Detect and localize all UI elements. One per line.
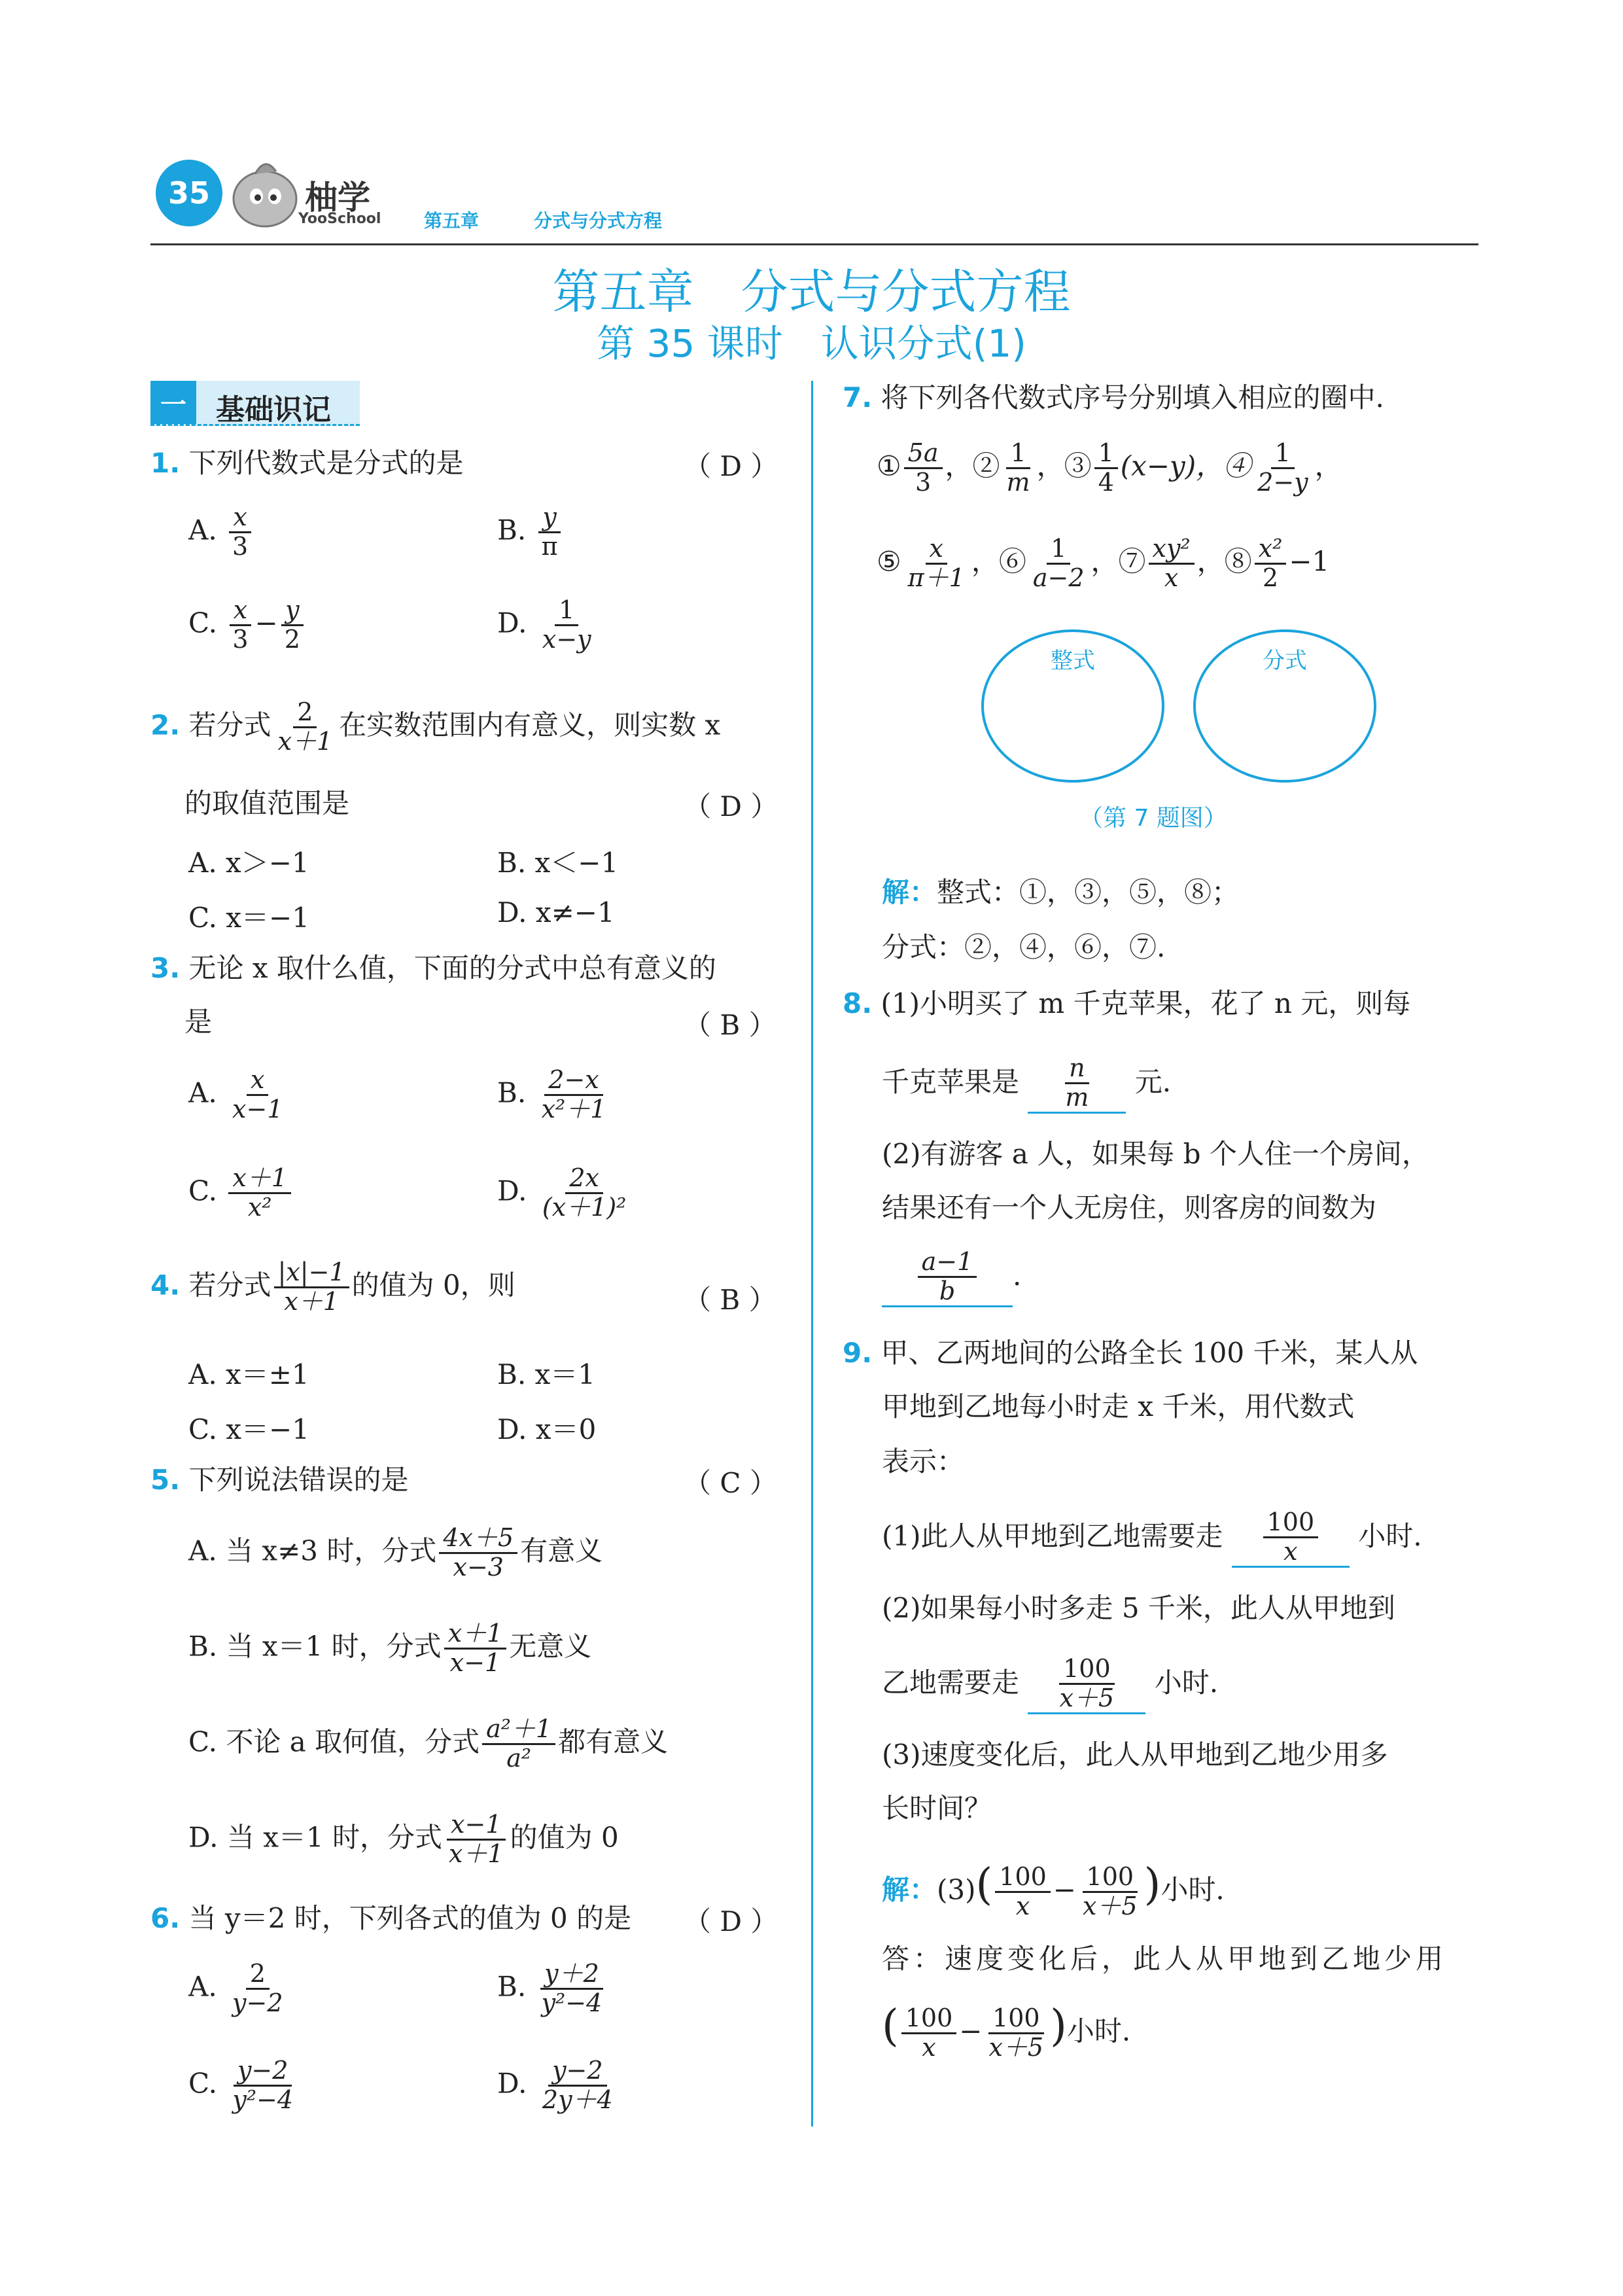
q4-option-d: D. x＝0 [497, 1413, 597, 1445]
q7-expressions-row2: ⑤ $\frac{x}{\pi+1}$ ，⑥ $\frac{1}{a-2}$ ，⑦ $\frac{\text{xy²}}{x}$ ，⑧ $\frac{\text{x²}}{2}$ −1 [877, 534, 1330, 592]
q7-circle-fraction-label: 分式 [1263, 648, 1307, 674]
q9-stem-line3: 表示： [882, 1445, 965, 1477]
q9-answer-line: 答：速度变化后，此人从甲地到乙地少用 [882, 1943, 1448, 1975]
q2-stem: 2. 若分式 $\frac{2}{x+1}$ 在实数范围内有意义，则实数 x [150, 698, 721, 756]
q6-option-d: D. $\frac{y-2}{2y+4}$ [497, 2056, 613, 2114]
q6-answer: （ D ） [684, 1905, 778, 1937]
q5-option-b: B. 当 x＝1 时，分式 $\frac{x+1}{x-1}$ 无意义 [188, 1619, 592, 1677]
q7-caption: （第 7 题图） [1079, 805, 1227, 832]
q1-option-b: B. $\frac{y}{\pi}$ [497, 504, 565, 561]
q1-option-c: C. $\frac{x}{3}$ − $\frac{y}{2}$ [188, 597, 307, 654]
q7-solution-line2: 分式：②，④，⑥，⑦. [882, 931, 1166, 963]
q5-stem: 5. 下列说法错误的是 [150, 1464, 409, 1496]
lesson-title: 第 35 课时 认识分式(1) [597, 321, 1026, 366]
q1-stem: 1. 下列代数式是分式的是 [150, 447, 464, 479]
q6-option-b: B. $\frac{y+2}{\text{y²−4}}$ [497, 1959, 602, 2017]
q8-part1-blank: 千克苹果是 $\frac{n}{m}$ 元. [882, 1055, 1171, 1114]
q7-circle-integral [981, 629, 1164, 783]
q3-option-a: A. $\frac{x}{x-1}$ [188, 1065, 283, 1123]
q1-option-d: D. $\frac{1}{x-y}$ [497, 595, 591, 654]
section-badge: 一 [150, 381, 196, 424]
q8-part1: 8. (1)小明买了 m 千克苹果，花了 n 元，则每 [843, 987, 1411, 1019]
q7-expressions-row1: ① $\frac{5a}{3}$ ，② $\frac{1}{m}$ ，③ $\frac{1}{4}$ (x−y)，④ $\frac{1}{2-y}$ ， [877, 438, 1342, 497]
logo-text: 柚学 [305, 179, 370, 217]
q5-answer: （ C ） [684, 1467, 777, 1499]
q9-part1: (1)此人从甲地到乙地需要走 $\frac{100}{x}$ 小时. [882, 1509, 1422, 1568]
q7-circle-integral-label: 整式 [1051, 648, 1095, 674]
q7-stem: 7. 将下列各代数式序号分别填入相应的圈中. [843, 381, 1384, 414]
q4-stem: 4. 若分式 $\frac{|x|-1}{x+1}$ 的值为 0，则 [150, 1258, 515, 1316]
q1-option-a: A. $\frac{x}{3}$ [188, 504, 254, 561]
q6-stem: 6. 当 y＝2 时，下列各式的值为 0 的是 [150, 1902, 632, 1934]
q3-option-c: C. $\frac{x+1}{\text{x²}}$ [188, 1165, 294, 1222]
section-label: 基础识记 [216, 393, 331, 427]
q3-stem: 3. 无论 x 取什么值，下面的分式中总有意义的 [150, 952, 716, 984]
q7-solution-line1: 解：整式：①，③，⑤，⑧； [882, 876, 1240, 908]
chapter-title: 第五章 分式与分式方程 [552, 264, 1071, 319]
q7-circle-fraction [1193, 629, 1376, 783]
page-number-badge: 35 [156, 160, 222, 226]
q4-option-a: A. x＝±1 [188, 1358, 309, 1390]
header-topic: 分式与分式方程 [534, 210, 663, 232]
q2-option-d: D. x≠−1 [497, 896, 615, 928]
q6-option-c: C. $\frac{y-2}{\text{y²−4}}$ [188, 2056, 294, 2114]
q5-option-a: A. 当 x≠3 时，分式 $\frac{4x+5}{x-3}$ 有意义 [188, 1523, 603, 1581]
q2-option-a: A. x＞−1 [188, 847, 309, 879]
q9-stem-line1: 9. 甲、乙两地间的公路全长 100 千米，某人从 [843, 1337, 1418, 1369]
header-rule [150, 243, 1478, 245]
q5-option-c: C. 不论 a 取何值，分式 $\frac{\text{a²＋1}}{\text{a²}}$ 都有意义 [188, 1714, 669, 1773]
q4-option-b: B. x＝1 [497, 1358, 595, 1390]
q8-part2: (2)有游客 a 人，如果每 b 个人住一个房间， [882, 1138, 1429, 1170]
section-header [150, 381, 360, 426]
q2-stem-line2: 的取值范围是 [184, 787, 350, 819]
q2-option-c: C. x＝−1 [188, 902, 309, 934]
logo-subtext: YooSchool [298, 211, 381, 227]
q1-answer: （ D ） [684, 450, 778, 482]
q2-option-b: B. x＜−1 [497, 847, 619, 879]
q3-stem-line2: 是 [184, 1006, 213, 1038]
q6-option-a: A. $\frac{2}{y-2}$ [188, 1959, 283, 2017]
q9-answer-expression: ( $\frac{100}{x}$ − $\frac{100}{x+5}$ )小时. [882, 2000, 1131, 2062]
q9-solution: 解：(3)( $\frac{100}{x}$ − $\frac{100}{x+5}$ )小时. [882, 1859, 1225, 1920]
header-chapter: 第五章 [424, 210, 480, 232]
q3-option-b: B. $\frac{2-x}{\text{x²＋1}}$ [497, 1065, 606, 1123]
logo-mascot-icon [229, 156, 301, 229]
q9-part3: (3)速度变化后，此人从甲地到乙地少用多 [882, 1739, 1388, 1771]
q3-option-d: D. $\frac{2x}{\text{(x＋1)²}}$ [497, 1163, 627, 1222]
q3-answer: （ B ） [684, 1009, 777, 1041]
q9-part2-blank: 乙地需要走 $\frac{100}{x+5}$ 小时. [882, 1655, 1218, 1714]
q8-part2-blank: $\frac{a-1}{b}$ . [882, 1248, 1021, 1307]
q4-option-c: C. x＝−1 [188, 1413, 309, 1445]
q2-answer: （ D ） [684, 790, 778, 822]
q8-part2-line2: 结果还有一个人无房住，则客房的间数为 [882, 1192, 1377, 1224]
column-divider [811, 381, 813, 2127]
q9-part2: (2)如果每小时多走 5 千米，此人从甲地到 [882, 1592, 1395, 1624]
q5-option-d: D. 当 x＝1 时，分式 $\frac{x-1}{x+1}$ 的值为 0 [188, 1810, 619, 1868]
q4-answer: （ B ） [684, 1284, 777, 1316]
q9-part3-line2: 长时间？ [882, 1792, 992, 1824]
q9-stem-line2: 甲地到乙地每小时走 x 千米，用代数式 [882, 1390, 1355, 1422]
